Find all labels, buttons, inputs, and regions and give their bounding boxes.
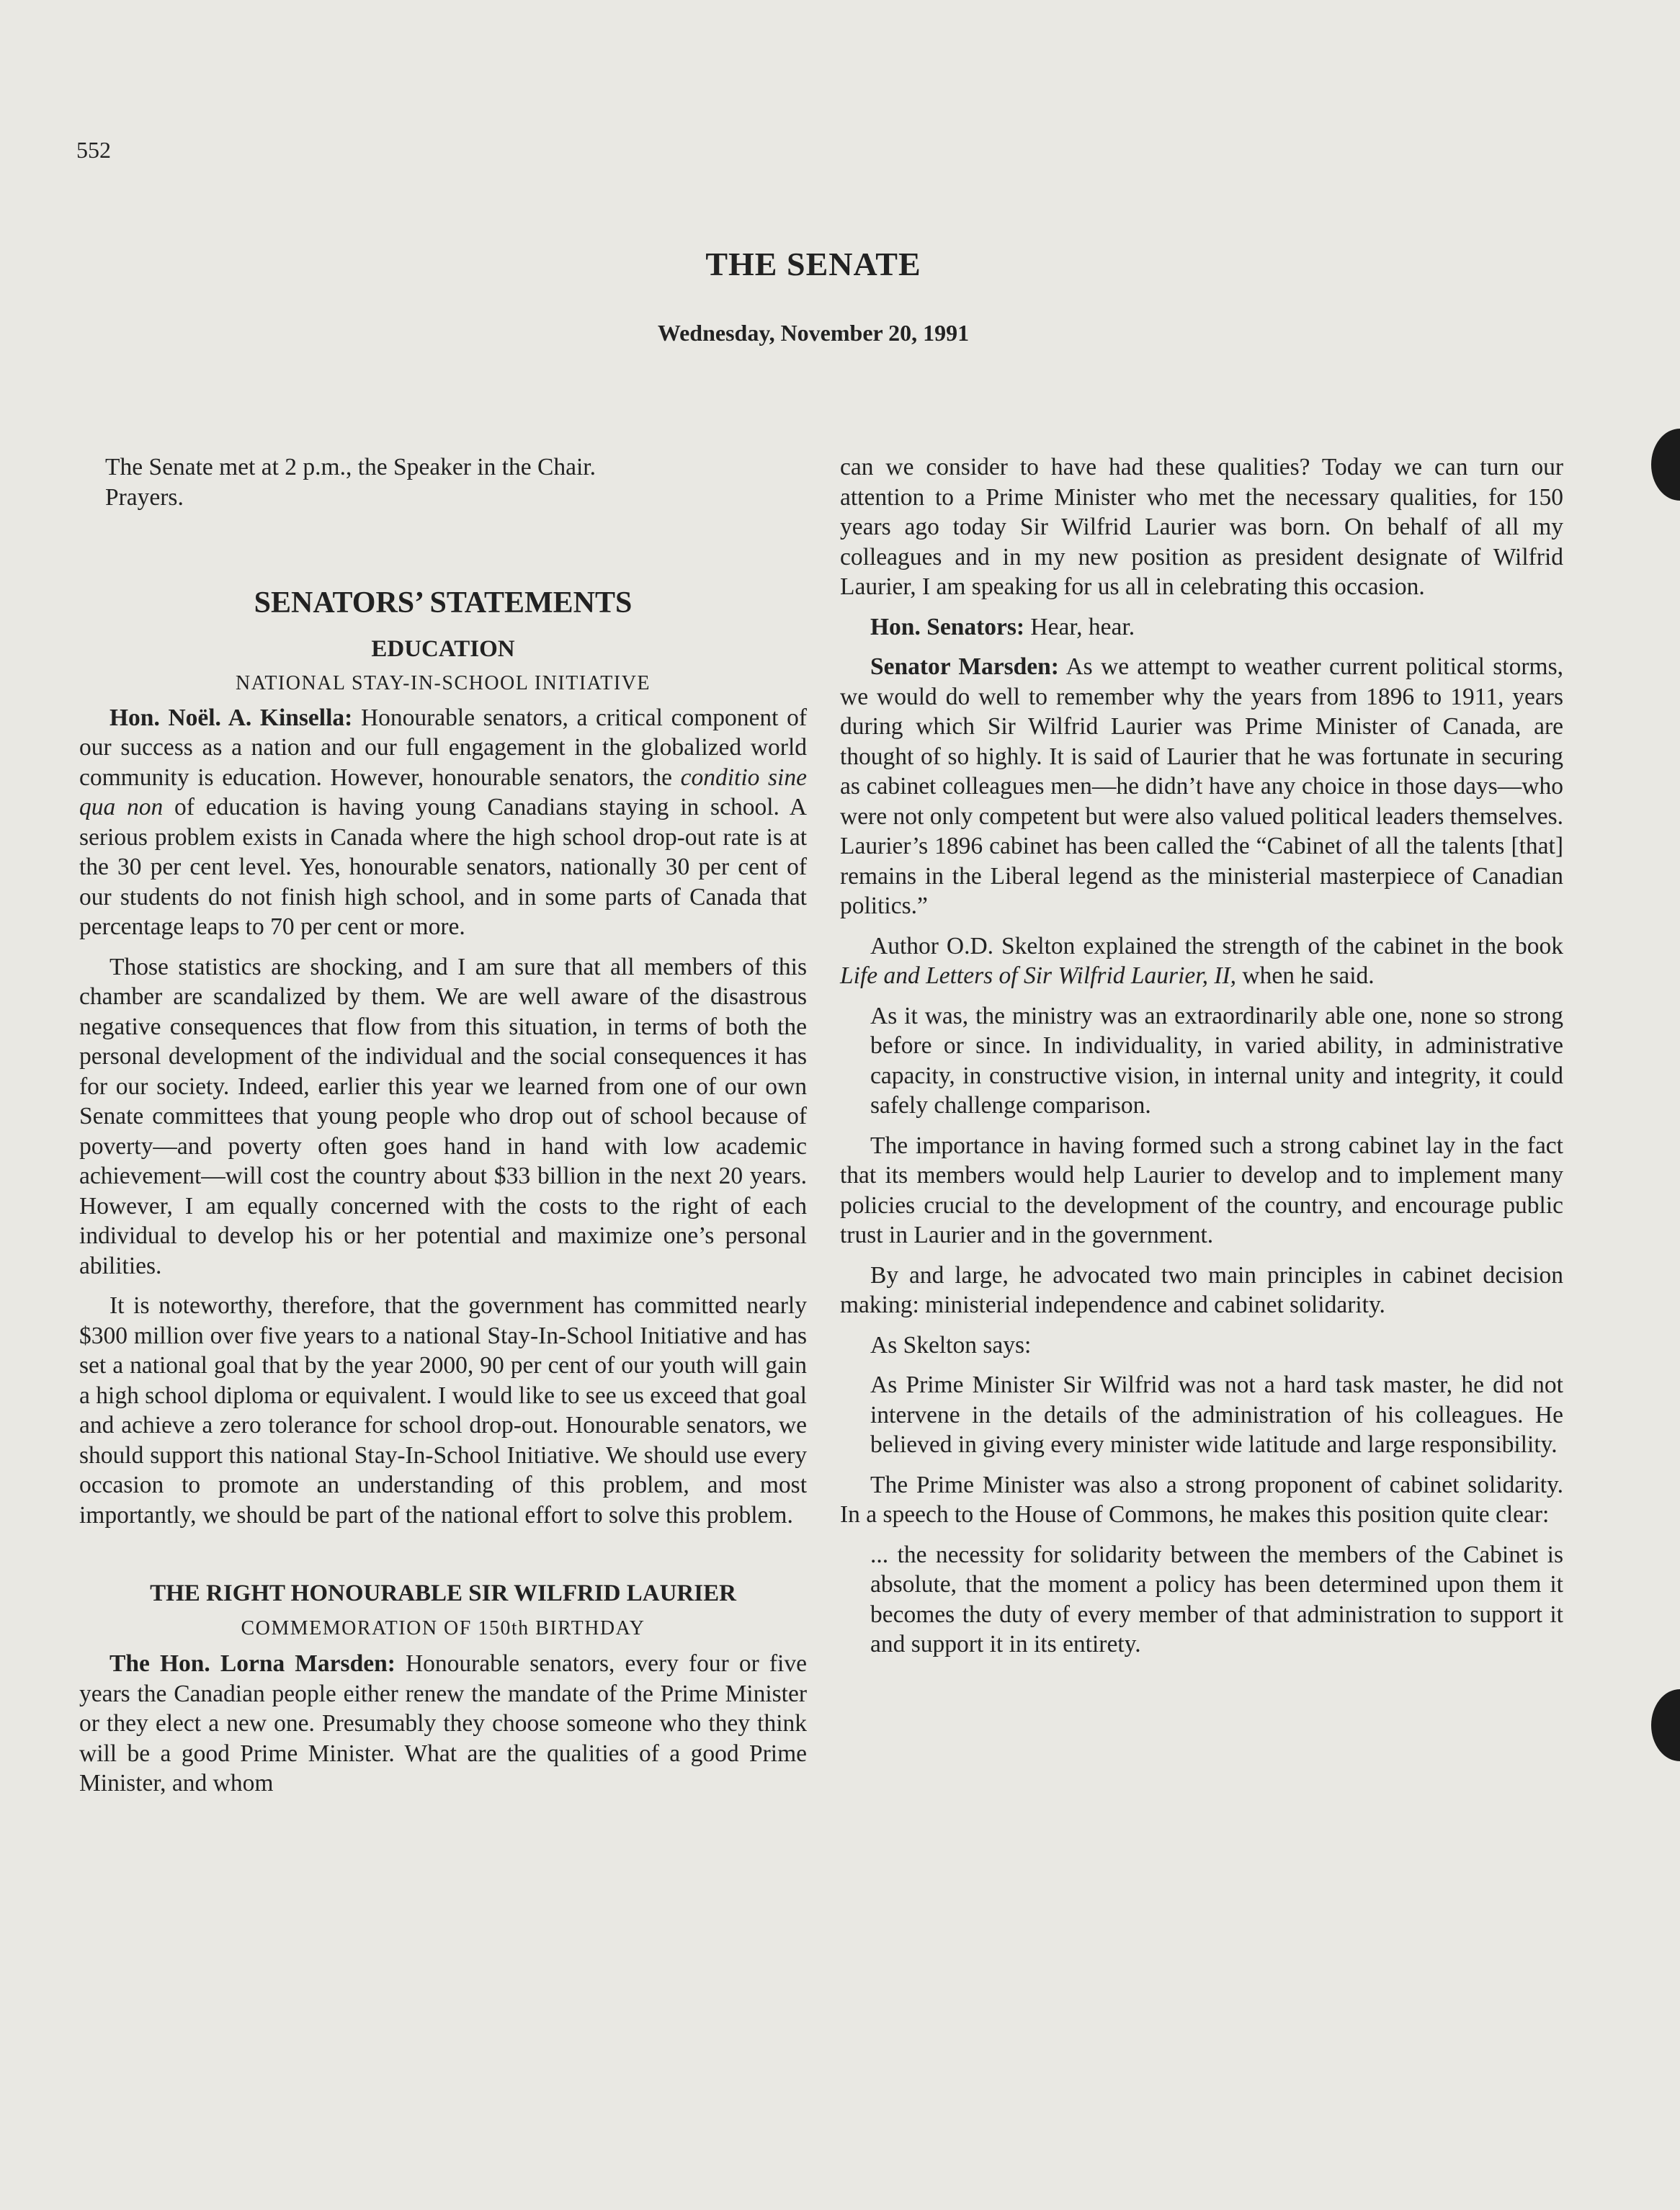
- prayers-line: Prayers.: [105, 483, 184, 511]
- subject-subheading-education: NATIONAL STAY-IN-SCHOOL INITIATIVE: [235, 672, 651, 694]
- marsden-text-2: As we attempt to weather current political storms, we would do well to remember why the years from 1896 to 1911, years during which Sir Wilfrid Laurier was Prime Minister of Canada, are thought of so highly. It is said of Laurier that he was fortunate in securing as cabinet colleagues men—he didn’t have any choice in those days—who were not only competent but were also valued political leaders themselves. Laurier’s 1896 cabinet has been called the “Cabinet of all the talents [that] remains in the Liberal legend as the ministerial masterpiece of Canadian politics.”: [840, 653, 1563, 919]
- opening-line: The Senate met at 2 p.m., the Speaker in the Chair.: [105, 454, 596, 480]
- page-number: 552: [76, 137, 111, 163]
- speaker-marsden: The Hon. Lorna Marsden:: [110, 1650, 396, 1677]
- kinsella-paragraph-3: It is noteworthy, therefore, that the government has committed nearly $300 million over five years to a national Stay-In-School Initiative and has set a national goal that by the year 2000, 90 per cent of our youth will gain a high school diploma or equivalent. I would like to see us exceed that goal and achieve a zero tolerance for school drop-out. Honourable senators, we should support this national Stay-In-School Initiative. We should use every occasion to promote an understanding of this problem, and most importantly, we should be part of the national effort to solve this problem.: [79, 1292, 807, 1529]
- kinsella-text-b: of education is having young Canadians staying in school. A serious problem exists in Canada where the high school drop-out rate is at the 30 per cent level. Yes, honourable senators, nationally 30 per cent of our students do not finish high school, and in some parts of Canada that percentage leaps to 70 per cent or more.: [79, 794, 808, 940]
- subject-subheading-laurier: COMMEMORATION OF 150th BIRTHDAY: [241, 1616, 645, 1639]
- skelton-text-a: Author O.D. Skelton explained the strength of the cabinet in the book: [870, 932, 1563, 959]
- quote-block-2: As Prime Minister Sir Wilfrid was not a hard task master, he did not intervene in the details of the administration of his colleagues. He believed in giving every minister wide latitude and large responsibility.: [870, 1372, 1563, 1458]
- kinsella-text-a: Honourable senators, a critical component of our success as a nation and our full engagement in the globalized world community is education. However, honourable senators, the: [79, 704, 807, 791]
- marsden-continued: can we consider to have had these qualities? Today we can turn our attention to a Prime Minister who met the necessary qualities, for 150 years ago today Sir Wilfrid Laurier was born. On behalf of all my colleagues and in my new position as president designate of Wilfrid Laurier, I am speaking for us all in celebrating this occasion.: [840, 454, 1563, 600]
- left-column: [79, 452, 807, 1799]
- proponent-paragraph: The Prime Minister was also a strong proponent of cabinet solidarity. In a speech to the House of Commons, he makes this position quite clear:: [840, 1471, 1563, 1528]
- skelton-text-b: when he said.: [1236, 962, 1375, 989]
- binder-hole-bottom: [1651, 1689, 1680, 1761]
- quote-block-1: As it was, the ministry was an extraordinarily able one, none so strong before or since. In individuality, in varied ability, in administrative capacity, in constructive vision, in internal unity and integrity, it could safely challenge comparison.: [870, 1002, 1563, 1119]
- skelton-paragraph: [840, 931, 1563, 991]
- kinsella-paragraph-2: Those statistics are shocking, and I am sure that all members of this chamber are scandalized by them. We are well aware of the disastrous negative consequences that flow from this situation, in terms of both the personal development of the individual and the social consequences it has for our society. Indeed, earlier this year we learned from one of our own Senate committees that young people who drop out of school because of poverty—and poverty often goes hand in hand with low academic achievement—will cost the country about $33 billion in the next 20 years. However, I am equally concerned with the costs to the right of each individual to develop his or her potential and maximize one’s personal abilities.: [79, 953, 807, 1279]
- section-heading: SENATORS’ STATEMENTS: [254, 586, 633, 619]
- marsden-text-1: Honourable senators, every four or five years the Canadian people either renew the mandate of the Prime Minister or they elect a new one. Presumably they choose someone who they think will be a good Prime Minister. What are the qualities of a good Prime Minister, and whom: [79, 1650, 807, 1797]
- skelton-book-title: Life and Letters of Sir Wilfrid Laurier, II,: [840, 962, 1237, 989]
- quote-block-3: ... the necessity for solidarity between the members of the Cabinet is absolute, that the moment a policy has been determined upon them it becomes the duty of every member of that administration to support it and support it in its entirety.: [870, 1541, 1563, 1658]
- hon-senators-text: Hear, hear.: [1030, 613, 1135, 640]
- binder-hole-top: [1651, 429, 1680, 501]
- right-column: [840, 452, 1563, 1660]
- marsden-paragraph-1: [79, 1649, 807, 1799]
- subject-heading-education: EDUCATION: [371, 635, 515, 662]
- speaker-hon-senators: Hon. Senators:: [870, 613, 1025, 640]
- kinsella-paragraph-1: [79, 703, 807, 942]
- page-title: THE SENATE: [705, 246, 921, 282]
- marsden-paragraph-2: [840, 652, 1563, 921]
- principles-paragraph: By and large, he advocated two main principles in cabinet decision making: ministerial independence and cabinet solidarity.: [840, 1261, 1563, 1318]
- hon-senators-paragraph: [840, 612, 1563, 643]
- speaker-kinsella: Hon. Noël. A. Kinsella:: [110, 704, 353, 731]
- importance-paragraph: The importance in having formed such a strong cabinet lay in the fact that its members would help Laurier to develop and to implement many policies crucial to the development of the country, and encourage public trust in Laurier and in the government.: [840, 1132, 1563, 1248]
- speaker-marsden-2: Senator Marsden:: [870, 653, 1059, 680]
- subject-heading-laurier: THE RIGHT HONOURABLE SIR WILFRID LAURIER: [150, 1580, 736, 1606]
- session-date: Wednesday, November 20, 1991: [657, 320, 970, 346]
- kinsella-latin-phrase: conditio sine qua non: [79, 764, 807, 820]
- skelton-says-paragraph: As Skelton says:: [870, 1331, 1032, 1359]
